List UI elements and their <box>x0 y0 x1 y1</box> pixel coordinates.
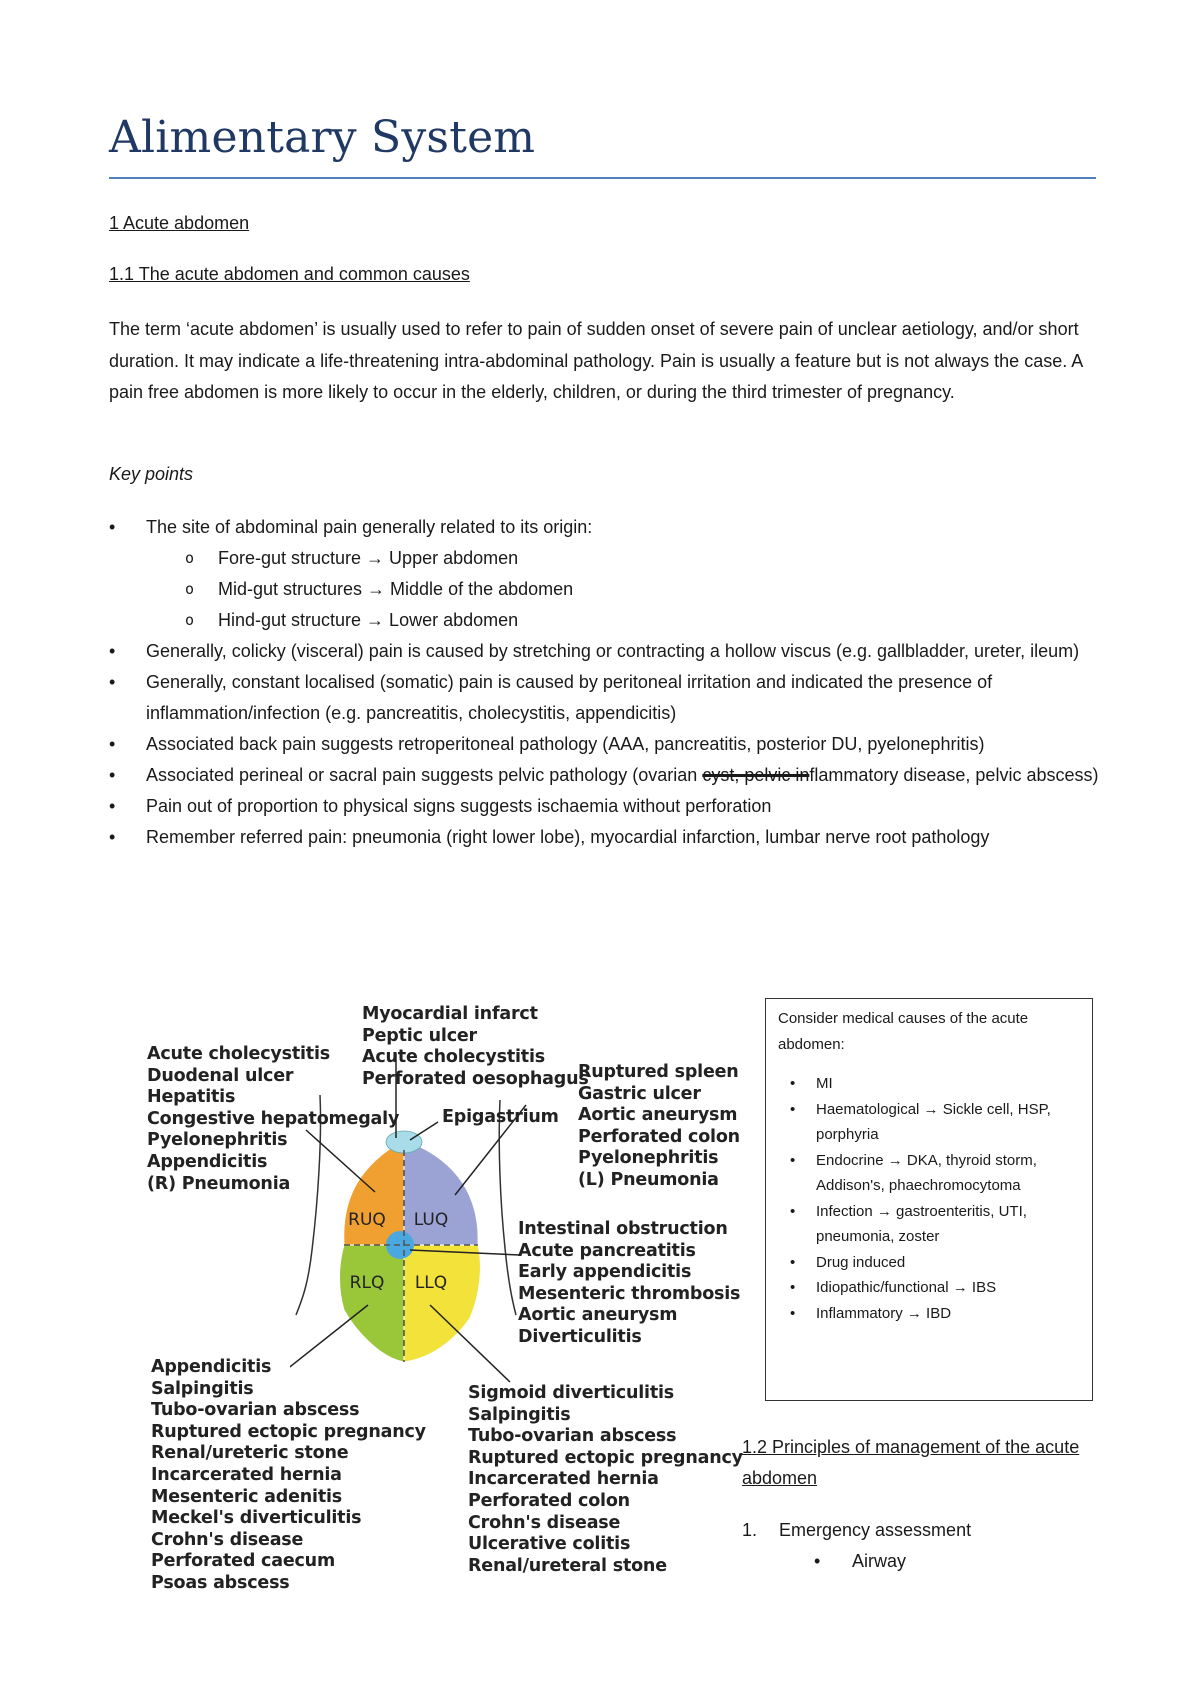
bullet-glyph: • <box>790 1279 796 1296</box>
llq-causes: Sigmoid diverticulitis Salpingitis Tubo-ovarian abscess Ruptured ectopic pregnancy Incarcerated hernia Perforated colon Crohn's disease Ulcerative colitis Renal/ureteral stone <box>468 1383 743 1576</box>
body-outline-right <box>499 1100 516 1315</box>
list-item <box>109 760 1099 791</box>
bullet-glyph: • <box>109 641 116 661</box>
bullet-glyph: • <box>790 1253 796 1271</box>
bullet-glyph: • <box>109 517 116 537</box>
sub-list-item <box>742 1546 971 1577</box>
list-item-text: Endocrine → DKA, thyroid storm, Addison's, phaechromocytoma <box>816 1151 1037 1194</box>
list-item-text: Generally, colicky (visceral) pain is caused by stretching or contracting a hollow viscus (e.g. gallbladder, ureter, ileum) <box>146 641 1080 661</box>
list-item <box>742 1515 971 1546</box>
list-item-text: Associated back pain suggests retroperitoneal pathology (AAA, pancreatitis, posterior DU, pyelonephritis) <box>146 734 985 754</box>
rlq-causes: Appendicitis Salpingitis Tubo-ovarian abscess Ruptured ectopic pregnancy Renal/ureteric stone Incarcerated hernia Mesenteric adenitis Meckel's diverticulitis Crohn's disease Perforated caecum Psoas abscess <box>151 1357 426 1593</box>
pelvic-text-after: flammatory disease, pelvic abscess) <box>809 765 1099 785</box>
sub-list-item <box>109 543 1099 574</box>
list-item <box>109 667 1099 729</box>
list-item <box>778 1097 1080 1148</box>
step-number: 1. <box>742 1520 758 1540</box>
list-item-text: Inflammatory → IBD <box>816 1304 952 1322</box>
bullet-glyph: • <box>109 796 116 816</box>
substep-text: Airway <box>852 1551 907 1571</box>
bullet-glyph: • <box>109 734 116 754</box>
rlq-region <box>340 1245 405 1362</box>
heading-acute-abdomen: 1 Acute abdomen <box>109 213 250 233</box>
bullet-glyph: • <box>790 1075 796 1092</box>
step-text: Emergency assessment <box>779 1520 972 1540</box>
list-item <box>109 791 1099 822</box>
ruq-label: RUQ <box>348 1210 386 1230</box>
sub-list-item-text: Mid-gut structures → Middle of the abdomen <box>218 579 574 599</box>
sub-bullet-glyph: o <box>185 580 195 598</box>
bullet-glyph: • <box>109 827 116 847</box>
list-item <box>778 1301 1080 1327</box>
central-causes: Intestinal obstruction Acute pancreatitis Early appendicitis Mesenteric thrombosis Aortic aneurysm Diverticulitis <box>518 1219 741 1347</box>
rlq-label: RLQ <box>349 1273 385 1293</box>
leader-line-epigastrium <box>410 1122 438 1140</box>
heading-common-causes: 1.1 The acute abdomen and common causes <box>109 264 470 284</box>
bullet-glyph: • <box>790 1304 796 1322</box>
heading-principles-management: 1.2 Principles of management of the acute abdomen <box>742 1437 1080 1488</box>
title-rule <box>109 177 1096 179</box>
list-item <box>778 1148 1080 1199</box>
list-item-text: MI <box>816 1075 833 1092</box>
list-item <box>778 1071 1080 1097</box>
sub-list-item-text: Hind-gut structure → Lower abdomen <box>218 610 519 630</box>
key-points-list <box>109 512 1099 853</box>
list-item <box>109 729 1099 760</box>
bullet-glyph: • <box>814 1551 821 1571</box>
luq-causes: Ruptured spleen Gastric ulcer Aortic aneurysm Perforated colon Pyelonephritis (L) Pneumonia <box>578 1062 740 1190</box>
bullet-glyph: • <box>109 765 116 785</box>
epigastrium-label: Epigastrium <box>442 1107 559 1127</box>
llq-region <box>404 1245 480 1362</box>
list-item-text: Idiopathic/functional → IBS <box>816 1279 997 1296</box>
luq-label: LUQ <box>413 1210 449 1230</box>
epigastric-causes: Myocardial infarct Peptic ulcer Acute cholecystitis Perforated oesophagus <box>362 1004 589 1089</box>
list-item-text: The site of abdominal pain generally related to its origin: <box>146 517 593 537</box>
pelvic-text-before: Associated perineal or sacral pain suggests pelvic pathology (ovarian <box>146 765 703 785</box>
list-item <box>778 1250 1080 1276</box>
bullet-glyph: • <box>109 672 116 692</box>
sub-bullet-glyph: o <box>185 549 195 567</box>
bullet-glyph: • <box>790 1151 796 1169</box>
bullet-glyph: • <box>790 1100 796 1118</box>
management-steps <box>742 1515 971 1577</box>
intro-paragraph: The term ‘acute abdomen’ is usually used to refer to pain of sudden onset of severe pain of unclear aetiology, and/or short duration. It may indicate a life-threatening intra-abdominal pathology. Pain is usually a feature but is not always the case. A pain free abdomen is more likely to occur in the elderly, children, or during the third trimester of pregnancy. <box>109 319 1083 402</box>
list-item <box>778 1199 1080 1250</box>
sub-bullet-glyph: o <box>185 611 195 629</box>
list-item <box>109 512 1099 543</box>
list-item-text: Drug induced <box>816 1253 906 1271</box>
list-item <box>109 822 1099 853</box>
sub-list-item <box>109 605 1099 636</box>
document-title: Alimentary System <box>109 112 536 163</box>
list-item-text: Generally, constant localised (somatic) pain is caused by peritoneal irritation and indicated the presence of inflammation/infection (e.g. pancreatitis, cholecystitis, appendicitis) <box>146 672 993 723</box>
medical-box-heading: Consider medical causes of the acute abdomen: <box>778 1010 1029 1053</box>
bullet-glyph: • <box>790 1202 796 1220</box>
list-item-text: Remember referred pain: pneumonia (right lower lobe), myocardial infarction, lumbar nerve root pathology <box>146 827 990 847</box>
struck-text: cyst, pelvic in <box>702 765 810 785</box>
list-item <box>109 636 1099 667</box>
list-item-text: Infection → gastroenteritis, UTI, pneumonia, zoster <box>816 1202 1027 1245</box>
list-item-text: Haematological → Sickle cell, HSP, porphyria <box>816 1100 1051 1143</box>
llq-label: LLQ <box>414 1273 448 1293</box>
medical-causes-box <box>765 998 1093 1401</box>
list-item <box>778 1275 1080 1301</box>
list-item-text: Pain out of proportion to physical signs suggests ischaemia without perforation <box>146 796 772 816</box>
ruq-causes: Acute cholecystitis Duodenal ulcer Hepatitis Congestive hepatomegaly Pyelonephritis Appendicitis (R) Pneumonia <box>147 1044 400 1194</box>
key-points-label: Key points <box>109 464 194 484</box>
sub-list-item <box>109 574 1099 605</box>
list-item-text <box>146 765 1098 785</box>
sub-list-item-text: Fore-gut structure → Upper abdomen <box>218 548 519 568</box>
